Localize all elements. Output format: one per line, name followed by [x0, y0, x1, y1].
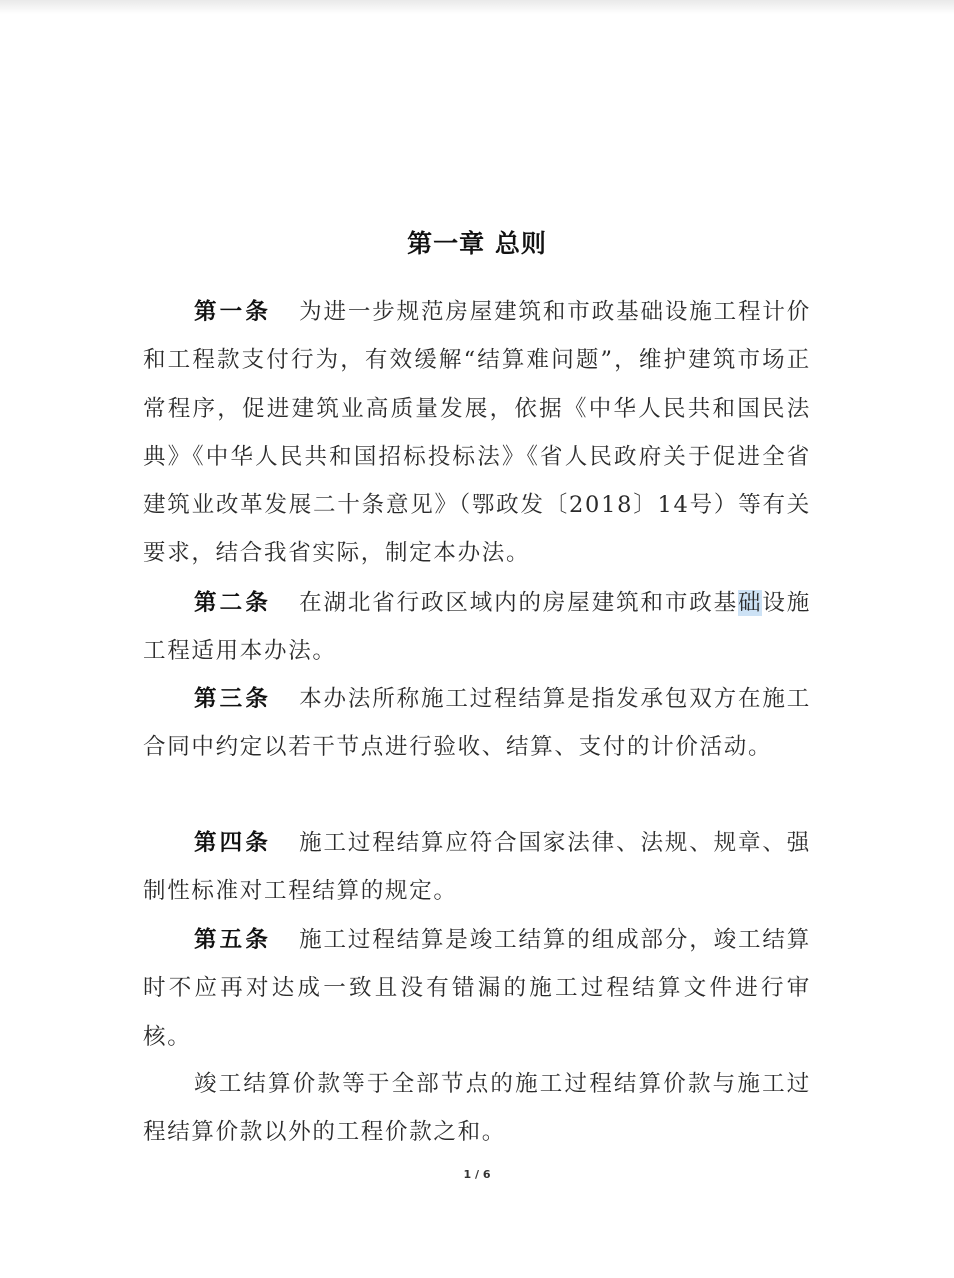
article-text: 施工过程结算应符合国家法律、法规、规章、强制性标准对工程结算的规定。	[143, 830, 811, 905]
page-indicator: 1 / 6	[463, 1168, 491, 1181]
article-text: 本办法所称施工过程结算是指发承包双方在施工合同中约定以若干节点进行验收、结算、支付的计价活动。	[143, 686, 811, 761]
article-5-paragraph-2	[143, 1060, 811, 1157]
article-text-before-selection: 在湖北省行政区域内的房屋建筑和市政基	[299, 590, 739, 616]
article-number: 第五条	[194, 927, 272, 953]
chapter-title: 第一章 总则	[407, 229, 547, 258]
article-5	[143, 916, 811, 1061]
paragraph-text: 竣工结算价款等于全部节点的施工过程结算价款与施工过程结算价款以外的工程价款之和。	[143, 1071, 811, 1146]
article-text: 为进一步规范房屋建筑和市政基础设施工程计价和工程款支付行为，有效缓解“结算难问题”，维护建筑市场正常程序，促进建筑业高质量发展，依据《中华人民共和国民法典》《中华人民共和国招标投标法》《省人民政府关于促进全省建筑业改革发展二十条意见》（鄂政发〔2018〕14号）等有关要求，结合我省实际，制定本办法。	[143, 299, 811, 567]
article-1	[143, 288, 811, 578]
article-2	[143, 579, 811, 676]
article-number: 第二条	[194, 590, 272, 616]
article-number: 第一条	[194, 299, 272, 325]
article-text: 施工过程结算是竣工结算的组成部分，竣工结算时不应再对达成一致且没有错漏的施工过程结算文件进行审核。	[143, 927, 811, 1050]
article-number: 第三条	[194, 686, 272, 712]
article-number: 第四条	[194, 830, 272, 856]
article-4	[143, 819, 811, 916]
article-3	[143, 675, 811, 772]
article-text-after-selection: 设施工程适用本办法。	[143, 590, 811, 665]
selected-text[interactable]: 础	[738, 590, 763, 616]
